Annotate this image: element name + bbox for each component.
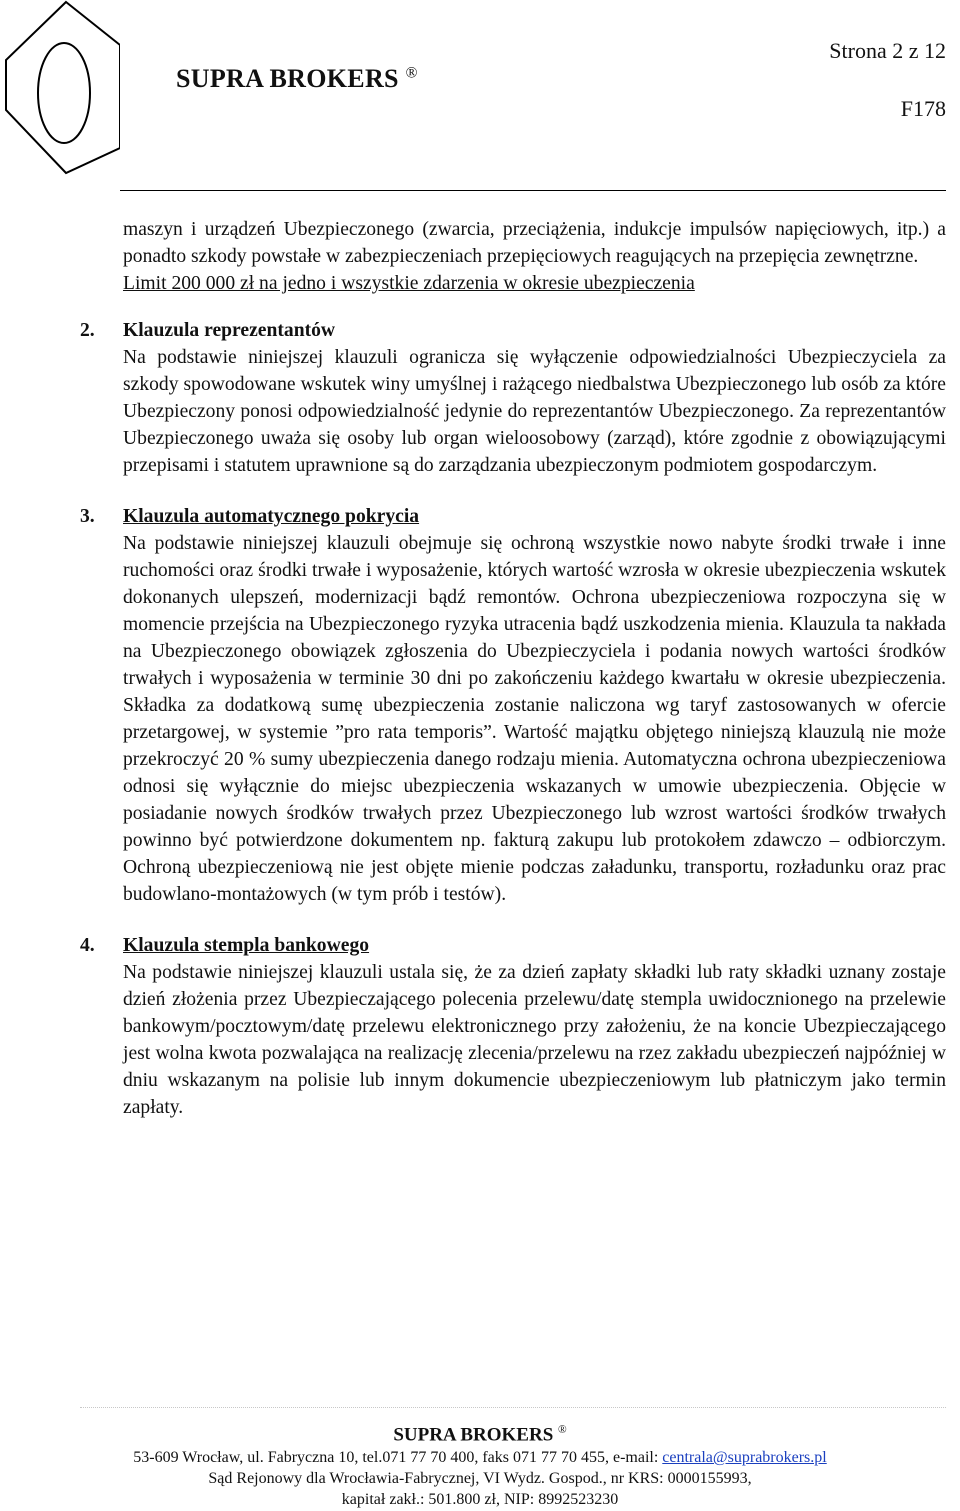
section-body: Na podstawie niniejszej klauzuli obejmuje się ochroną wszystkie nowo nabyte środki trwałe i inne ruchomości oraz środki trwałe i wyposażenie, których wartość wzrosła w okresie ubezpieczenia wskutek dokonanych ulepszeń, modernizacji bądź remontów. Ochrona ubezpieczeniowa rozpoczyna się w momencie przejścia na Ubezpieczonego ryzyka utracenia bądź uszkodzenia mienia. Klauzula ta nakłada na Ubezpieczonego obowiązek zgłoszenia do Ubezpieczyciela i podania nowych wartości środków trwałych i wyposażenia w terminie 30 dni po zakończeniu każdego kwartału w okresie ubezpieczenia. Składka za dodatkową sumę ubezpieczenia zostanie naliczona wg taryf zastosowanych w ofercie przetargowej, w systemie ”pro rata temporis”. Wartość majątku objętego niniejszą klauzulą nie może przekroczyć 20 % sumy ubezpieczenia danego rodzaju mienia. Automatyczna ochrona ubezpieczeniowa odnosi się wyłącznie do miejsc ubezpieczenia wskazanych w umowie ubezpieczenia. Objęcie w posiadanie nowych środków trwałych przez Ubezpieczonego lub wzrost wartości środków trwałych powinno być potwierdzone dokumentem np. fakturą zakupu lub protokołem zdawczo – odbiorczym. Ochroną ubezpieczeniową nie jest objęte mienie podczas załadunku, transportu, rozładunku oraz prac budowlano-montażowych (w tym prób i testów).	[123, 533, 946, 905]
document-body	[0, 216, 960, 1121]
header-divider	[120, 190, 946, 191]
section-body: Na podstawie niniejszej klauzuli ustala się, że za dzień zapłaty składki lub raty składki uznany zostaje dzień złożenia przez Ubezpieczającego polecenia przelewu/datę stempla uwidocznionego na przelewie bankowym/pocztowym/datę przelewu elektronicznego przy założeniu, że na koncie Ubezpieczającego jest wolna kwota pozwalająca na realizację zlecenia/przelewu na rzez zakładu ubezpieczeń najpóźniej w dniu wskazanym na polisie lub innym dokumencie ubezpieczeniowym lub płatniczym jako termin zapłaty.	[123, 962, 946, 1118]
page-number: Strona 2 z 12	[829, 38, 946, 63]
section-automatic-coverage	[0, 503, 960, 908]
footer-divider	[80, 1407, 946, 1408]
section-number: 3.	[80, 506, 95, 527]
footer-address: 53-609 Wrocław, ul. Fabryczna 10, tel.071 77 70 400, faks 071 77 70 455, e-mail: centrala@suprabrokers.pl	[133, 1449, 827, 1467]
brand-name: SUPRA BROKERS ®	[176, 64, 418, 93]
section-body: Na podstawie niniejszej klauzuli ogranicza się wyłączenie odpowiedzialności Ubezpieczyciela za szkody spowodowane wskutek winy umyślnej i rażącego niedbalstwa Ubezpieczonego lub osób za które Ubezpieczony ponosi odpowiedzialność jedynie do reprezentantów Ubezpieczonego. Za reprezentantów Ubezpieczonego uważa się osoby lub organ wieloosobowy (zarząd), które zgodnie z obowiązującymi przepisami i statutem uprawnione są do zarządzania ubezpieczonym podmiotem gospodarczym.	[123, 347, 946, 476]
footer-capital: kapitał zakł.: 501.800 zł, NIP: 8992523230	[341, 1491, 619, 1509]
section-title: Klauzula automatycznego pokrycia	[123, 506, 420, 527]
footer-brand: SUPRA BROKERS ®	[393, 1424, 567, 1446]
footer-court: Sąd Rejonowy dla Wrocławia-Fabrycznej, VI Wydz. Gospod., nr KRS: 0000155993,	[208, 1470, 752, 1488]
intro-paragraph: maszyn i urządzeń Ubezpieczonego (zwarcia, przeciążenia, indukcje impulsów napięciowych, itp.) a ponadto szkody powstałe w zabezpieczeniach przepięciowych reagujących na przepięcia zewnętrzne.	[123, 219, 946, 267]
limit-text: Limit 200 000 zł na jedno i wszystkie zdarzenia w okresie ubezpieczenia	[123, 273, 695, 294]
section-bank-stamp	[0, 932, 960, 1121]
page-footer	[0, 1420, 960, 1510]
form-code: F178	[900, 96, 946, 121]
section-title: Klauzula stempla bankowego	[123, 935, 370, 956]
section-title: Klauzula reprezentantów	[123, 320, 336, 341]
section-number: 2.	[80, 320, 95, 341]
company-logo	[0, 0, 120, 175]
section-representatives	[0, 317, 960, 479]
email-link[interactable]: centrala@suprabrokers.pl	[662, 1449, 827, 1467]
section-number: 4.	[80, 935, 95, 956]
